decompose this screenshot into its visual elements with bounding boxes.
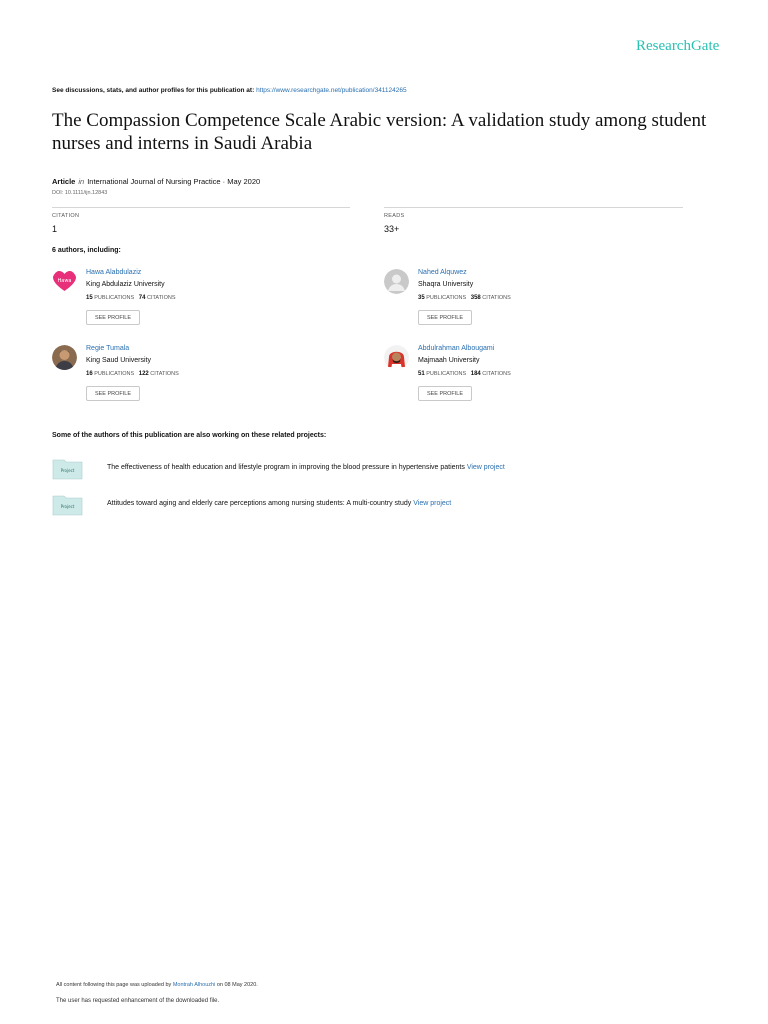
citations-label: CITATIONS [482,371,511,377]
reads-count: 33+ [384,224,400,234]
author-card [384,345,684,409]
avatar[interactable] [52,269,77,294]
author-institution: Majmaah University [418,357,480,364]
article-meta [52,177,260,186]
upload-prefix: All content following this page was uploaded by [56,982,173,988]
citations-label: CITATIONS [146,295,176,301]
citations-label: CITATIONS [482,295,511,301]
upload-suffix: on 08 May 2020. [215,982,258,988]
publications-label: PUBLICATIONS [94,371,135,377]
publication-count: 51 [418,371,425,377]
project-text [107,464,505,471]
author-institution: Shaqra University [418,281,474,288]
publication-title: The Compassion Competence Scale Arabic version: A validation study among student nurses and interns in Saudi Arabia [52,110,707,154]
project-folder-icon[interactable] [52,494,83,516]
enhancement-note: The user has requested enhancement of the downloaded file. [56,998,220,1004]
person-photo-icon [52,345,77,370]
author-stats [86,371,179,377]
authors-heading: 6 authors, including: [52,247,121,254]
avatar-text: Hawa [57,278,72,284]
author-institution: King Abdulaziz University [86,281,165,288]
project-title: The effectiveness of health education and lifestyle program in improving the blood pressure in hypertensive patients [107,464,467,471]
heart-avatar-icon [52,269,77,294]
project-item [52,458,712,482]
reads-label: READS [384,213,405,219]
author-stats [418,295,511,301]
person-photo-icon [384,345,409,370]
citation-count: 184 [470,371,481,377]
citation-count: 122 [138,371,149,377]
article-type: Article [52,177,76,186]
divider [52,207,350,208]
author-stats [418,371,511,377]
doi: DOI: 10.1111/ijn.12843 [52,190,108,196]
journal-name: International Journal of Nursing Practice · May 2020 [87,177,261,186]
see-profile-button[interactable]: SEE PROFILE [418,310,472,325]
see-profile-button[interactable]: SEE PROFILE [86,310,140,325]
avatar[interactable] [384,269,409,294]
avatar[interactable] [52,345,77,370]
author-name-link[interactable]: Hawa Alabdulaziz [86,269,142,276]
upload-note [56,982,258,988]
publication-count: 35 [418,295,425,301]
author-card [52,269,352,333]
avatar[interactable] [384,345,409,370]
project-text [107,500,451,507]
publications-label: PUBLICATIONS [426,295,467,301]
project-title: Attitudes toward aging and elderly care perceptions among nursing students: A multi-country study [107,500,414,507]
divider [384,207,683,208]
project-icon-label: Project [60,468,75,473]
citation-label: CITATION [52,213,80,219]
related-projects-heading: Some of the authors of this publication are also working on these related projects: [52,432,327,439]
project-folder-icon[interactable] [52,458,83,480]
default-user-icon [384,269,409,294]
author-name-link[interactable]: Abdulrahman Albougami [418,345,495,352]
discussion-line [52,87,407,94]
uploader-link[interactable]: Montrah Alhouzhi [172,982,216,988]
researchgate-logo[interactable]: ResearchGate [636,38,720,54]
citation-count: 74 [138,295,146,301]
citation-count: 1 [52,224,58,234]
see-profile-button[interactable]: SEE PROFILE [86,386,140,401]
meta-in: in [78,177,85,186]
citation-count: 358 [470,295,481,301]
project-icon-label: Project [60,504,75,509]
publication-count: 15 [86,295,93,301]
author-card [384,269,684,333]
project-item [52,494,712,518]
citations-label: CITATIONS [150,371,179,377]
publication-count: 16 [86,371,93,377]
publications-label: PUBLICATIONS [94,295,135,301]
view-project-link[interactable]: View project [413,500,452,507]
view-project-link[interactable]: View project [466,464,505,471]
publications-label: PUBLICATIONS [426,371,467,377]
author-institution: King Saud University [86,357,151,364]
discussion-text: See discussions, stats, and author profiles for this publication at: [52,87,257,94]
author-card [52,345,352,409]
publication-url-link[interactable]: https://www.researchgate.net/publication/341124265 [256,87,407,94]
author-name-link[interactable]: Regie Tumala [86,345,130,352]
author-name-link[interactable]: Nahed Alquwez [418,269,467,276]
author-stats [86,295,176,301]
see-profile-button[interactable]: SEE PROFILE [418,386,472,401]
